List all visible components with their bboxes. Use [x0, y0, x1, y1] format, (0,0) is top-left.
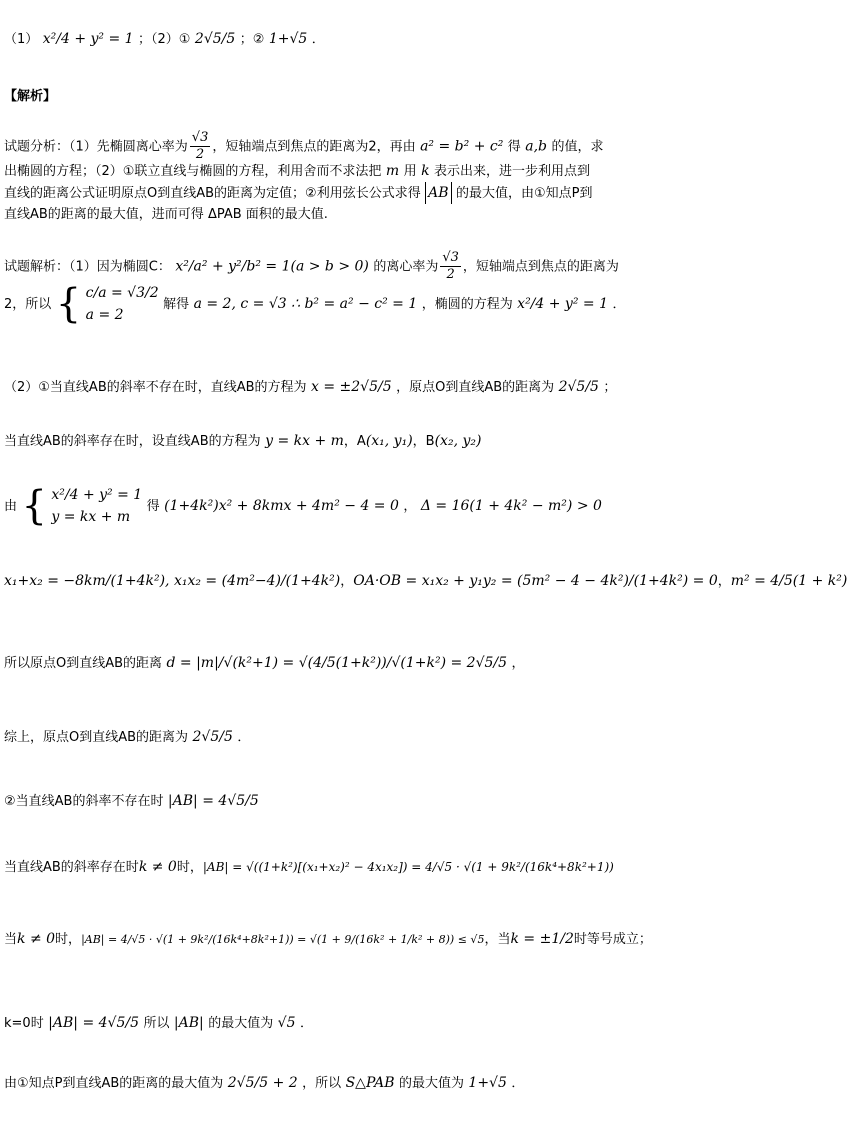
- analysis-text: 表示出来，进一步利用点到: [434, 164, 591, 179]
- analysis-text: 的值，求: [551, 139, 604, 155]
- solution-text: 时，: [176, 860, 203, 875]
- solution-text: 时等号成立；: [573, 932, 652, 947]
- solution-text: 当直线AB的斜率存在时，设直线AB的方程为: [4, 434, 261, 449]
- solution-line-5: [0, 484, 630, 528]
- answer-value2: 1+√5: [268, 31, 308, 47]
- solution-text: ．: [237, 730, 251, 745]
- solution-text: ，: [340, 574, 354, 589]
- solution-formula: |AB| = √((1+k²)[(x₁+x₂)² − 4x₁x₂]) = 4/√5 · √(1 + 9k²/(16k⁴+8k²+1)): [202, 860, 614, 874]
- solution-text: 当: [4, 932, 18, 947]
- solution-formula: 2√5/5 + 2: [227, 1075, 298, 1091]
- answer-end: ．: [311, 32, 325, 47]
- answer-equation: x²/4 + y² = 1: [42, 31, 134, 47]
- analysis-line-1: [0, 130, 630, 163]
- brace-symbol: {: [21, 483, 47, 529]
- solution-formula: Δ = 16(1 + 4k² − m²) > 0: [420, 498, 602, 514]
- solution-line-4: [0, 430, 630, 453]
- solution-formula: (x₂, y₂): [434, 433, 482, 449]
- solution-text: 解得: [163, 297, 190, 312]
- analysis-text: 用: [403, 164, 417, 179]
- solution-text: ，: [717, 574, 731, 589]
- system-eq-1: x²/4 + y² = 1: [51, 487, 143, 503]
- solution-formula: OA·OB = x₁x₂ + y₁y₂ = (5m² − 4 − 4k²)/(1+4k²) = 0: [353, 573, 718, 589]
- solution-text: 的离心率为: [373, 259, 439, 275]
- solution-text: ．: [511, 1076, 525, 1091]
- solution-text: ．: [299, 1016, 313, 1031]
- analysis-heading: [0, 86, 630, 108]
- solution-formula: k = ±1/2: [510, 931, 574, 947]
- solution-line-11: [0, 928, 652, 951]
- solution-text: 得: [146, 499, 160, 514]
- solution-text: ；: [603, 380, 617, 395]
- solution-text: ，A: [343, 434, 366, 449]
- answer-value1: 2√5/5: [194, 31, 236, 47]
- solution-formula: |AB| = 4√5/5: [48, 1015, 139, 1031]
- solution-text: ，B: [412, 434, 435, 449]
- solution-text: ，所以: [302, 1076, 342, 1091]
- solution-text: ．: [612, 297, 626, 312]
- solution-text: ，椭圆的方程为: [421, 297, 513, 312]
- solution-formula: x = ±2√5/5: [311, 379, 392, 395]
- equation-system: [51, 484, 142, 528]
- analysis-text: 得: [507, 139, 521, 155]
- solution-formula: (1+4k²)x² + 8kmx + 4m² − 4 = 0: [164, 498, 399, 514]
- fraction: $\frac{√3}{2}$: [191, 130, 209, 162]
- solution-text: 2，所以: [4, 297, 52, 312]
- analysis-text: 直线的距离公式证明原点O到直线AB的距离为定值；②利用弦长公式求得: [4, 186, 421, 201]
- analysis-text: 直线AB的距离的最大值，进而可得 ΔPAB 面积的最大值.: [4, 207, 328, 222]
- analysis-line-4: [0, 204, 630, 226]
- solution-formula: |AB|: [173, 1015, 204, 1031]
- solution-text: ，原点O到直线AB的距离为: [396, 380, 555, 395]
- solution-formula: S△PAB: [345, 1075, 395, 1091]
- solution-line-7: [0, 652, 630, 675]
- solution-formula: x²/a² + y²/b² = 1(a > b > 0): [175, 258, 369, 275]
- analysis-text: 出椭圆的方程；（2）①联立直线与椭圆的方程，利用舍而不求法把: [4, 164, 382, 179]
- solution-text: 的最大值为: [398, 1076, 464, 1091]
- solution-text: （2）①当直线AB的斜率不存在时，直线AB的方程为: [4, 380, 307, 395]
- answer-sep2: ；②: [239, 32, 265, 47]
- system-eq-1: c/a = √3/2: [85, 285, 159, 301]
- solution-text: 试题解析：（1）因为椭圆C：: [4, 259, 171, 275]
- solution-formula: 1+√5: [468, 1075, 507, 1091]
- solution-formula: a = 2, c = √3 ∴ b² = a² − c² = 1: [193, 296, 418, 312]
- solution-formula: 2√5/5: [192, 729, 233, 745]
- analysis-tag: 【解析】: [4, 89, 57, 104]
- analysis-formula: a² = b² + c²: [420, 138, 504, 155]
- solution-text: 所以原点O到直线AB的距离: [4, 656, 163, 671]
- analysis-text: 试题分析：（1）先椭圆离心率为: [4, 139, 188, 155]
- solution-text: k=0时: [4, 1016, 44, 1031]
- solution-text: 由: [4, 499, 18, 514]
- solution-line-12: [0, 1012, 630, 1035]
- solution-text: ，: [511, 656, 525, 671]
- analysis-text: ，短轴端点到焦点的距离为2，再由: [212, 139, 416, 155]
- solution-formula: y = kx + m: [265, 433, 344, 449]
- solution-text: ，短轴端点到焦点的距离为: [462, 259, 619, 275]
- solution-formula: 2√5/5: [558, 379, 599, 395]
- solution-text: ，当: [484, 932, 511, 947]
- solution-line-1: [0, 250, 630, 283]
- solution-text: 时，: [55, 932, 82, 947]
- solution-formula: x²/4 + y² = 1: [517, 296, 608, 312]
- analysis-line-3: [0, 182, 630, 205]
- analysis-formula: m: [385, 163, 400, 179]
- analysis-formula: k: [421, 163, 430, 179]
- solution-text: 所以: [143, 1016, 170, 1031]
- equation-system: [86, 282, 159, 326]
- solution-text: 的最大值为: [208, 1016, 274, 1031]
- answer-line: [0, 28, 630, 51]
- solution-line-6: [0, 570, 847, 593]
- solution-text: ，: [403, 499, 417, 514]
- solution-formula: √5: [277, 1015, 296, 1031]
- answer-part1-label: （1）: [4, 32, 39, 47]
- solution-formula: d = |m|/√(k²+1) = √(4/5(1+k²))/√(1+k²) = 2√5/5: [166, 655, 508, 671]
- analysis-text: 的最大值，由①知点P到: [456, 186, 593, 201]
- solution-text: 当直线AB的斜率存在时: [4, 860, 139, 875]
- solution-formula: m² = 4/5(1 + k²): [730, 573, 847, 589]
- solution-line-2: [0, 282, 630, 326]
- solution-line-9: [0, 790, 630, 813]
- solution-formula: (x₁, y₁): [365, 433, 413, 449]
- solution-formula: |AB| = 4√5/5: [167, 793, 259, 809]
- solution-formula: x₁+x₂ = −8km/(1+4k²), x₁x₂ = (4m²−4)/(1+4k²): [4, 573, 341, 589]
- solution-line-8: [0, 726, 630, 749]
- solution-text: 综上，原点O到直线AB的距离为: [4, 730, 189, 745]
- brace-symbol: {: [55, 281, 82, 327]
- system-eq-2: y = kx + m: [51, 509, 131, 525]
- solution-line-13: [0, 1072, 630, 1095]
- system-eq-2: a = 2: [85, 307, 124, 323]
- solution-text: ②当直线AB的斜率不存在时: [4, 794, 164, 809]
- analysis-formula: AB: [425, 182, 451, 204]
- analysis-line-2: [0, 160, 630, 183]
- solution-line-10: [0, 856, 630, 879]
- fraction: $\frac{√3}{2}$: [442, 250, 459, 282]
- solution-text: 由①知点P到直线AB的距离的最大值为: [4, 1076, 224, 1091]
- solution-formula: k ≠ 0: [17, 931, 56, 947]
- solution-line-3: [0, 376, 630, 399]
- solution-formula: k ≠ 0: [138, 859, 177, 875]
- analysis-formula: a,b: [525, 138, 548, 155]
- solution-formula: |AB| = 4/√5 · √(1 + 9k²/(16k⁴+8k²+1)) = √(1 + 9/(16k² + 1/k² + 8)) ≤ √5: [81, 933, 485, 946]
- answer-sep1: ；（2）①: [138, 32, 191, 47]
